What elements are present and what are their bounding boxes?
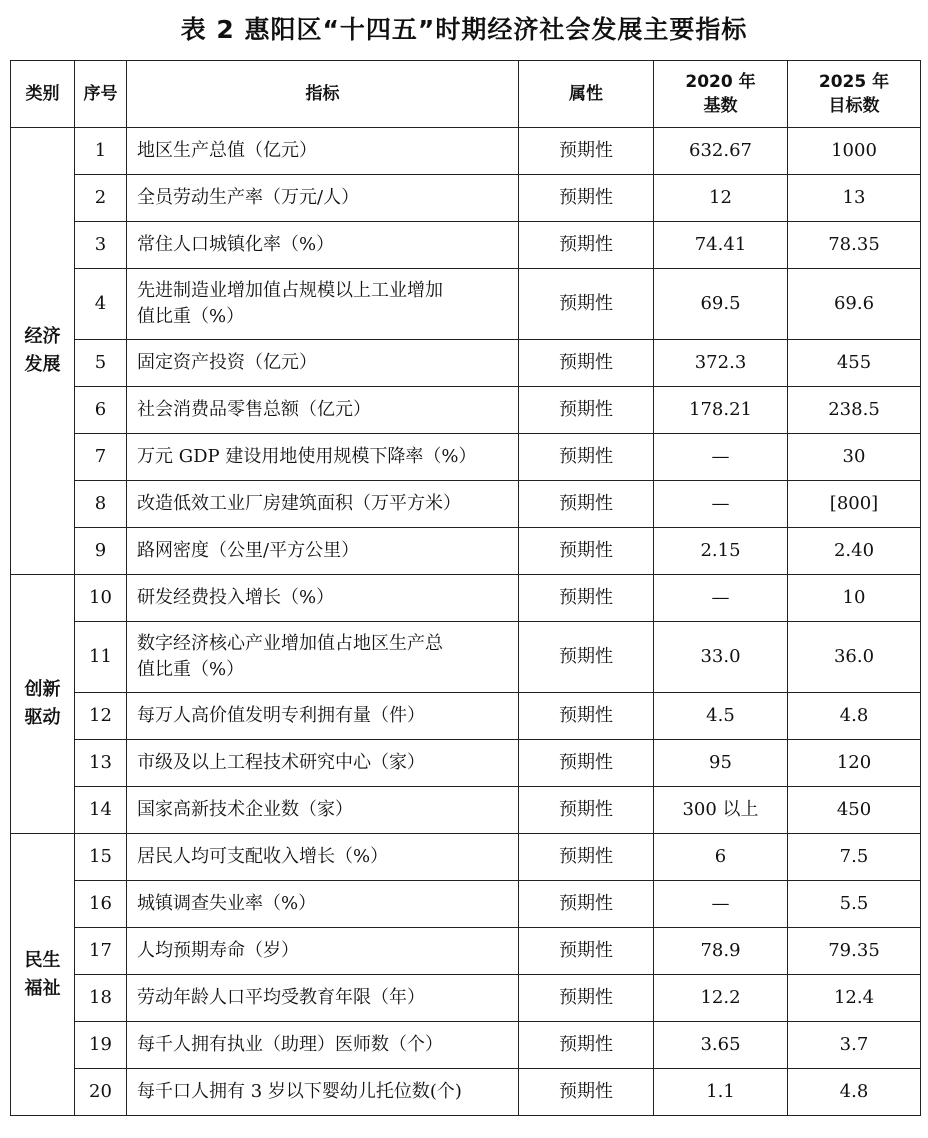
indicator-cell <box>127 622 519 693</box>
indicator-text: 先进制造业增加值占规模以上工业增加 <box>137 280 443 301</box>
base-value-2020: 12.2 <box>654 975 788 1022</box>
indicator-text: 市级及以上工程技术研究中心（家） <box>137 752 425 773</box>
attribute-cell: 预期性 <box>519 434 654 481</box>
table-row <box>11 622 921 693</box>
base-value-2020: 178.21 <box>654 387 788 434</box>
target-value-2025: 69.6 <box>788 269 921 340</box>
target-value-2025: 2.40 <box>788 528 921 575</box>
table-row <box>11 222 921 269</box>
target-value-2025: 4.8 <box>788 1069 921 1116</box>
row-number: 8 <box>75 481 127 528</box>
attribute-cell: 预期性 <box>519 693 654 740</box>
row-number: 17 <box>75 928 127 975</box>
base-value-2020: 2.15 <box>654 528 788 575</box>
target-value-2025: 12.4 <box>788 975 921 1022</box>
category-label-line2: 发展 <box>24 354 61 375</box>
indicators-table <box>10 60 921 1116</box>
target-value-2025: 10 <box>788 575 921 622</box>
attribute-cell: 预期性 <box>519 175 654 222</box>
row-number: 14 <box>75 787 127 834</box>
indicator-cell <box>127 528 519 575</box>
base-value-2020: 3.65 <box>654 1022 788 1069</box>
indicator-cell <box>127 928 519 975</box>
attribute-cell: 预期性 <box>519 787 654 834</box>
row-number: 5 <box>75 340 127 387</box>
header-number: 序号 <box>75 61 127 128</box>
target-value-2025: 1000 <box>788 128 921 175</box>
attribute-cell: 预期性 <box>519 622 654 693</box>
base-value-2020: 4.5 <box>654 693 788 740</box>
table-row <box>11 975 921 1022</box>
table-row <box>11 928 921 975</box>
category-label-line1: 创新 <box>24 679 61 700</box>
target-value-2025: 238.5 <box>788 387 921 434</box>
category-cell <box>11 834 75 1116</box>
base-value-2020: 300 以上 <box>654 787 788 834</box>
table-body <box>11 128 921 1116</box>
target-value-2025: [800] <box>788 481 921 528</box>
attribute-cell: 预期性 <box>519 387 654 434</box>
category-label-line2: 驱动 <box>24 707 61 728</box>
base-value-2020: 1.1 <box>654 1069 788 1116</box>
target-value-2025: 7.5 <box>788 834 921 881</box>
row-number: 12 <box>75 693 127 740</box>
header-indicator: 指标 <box>127 61 519 128</box>
target-value-2025: 30 <box>788 434 921 481</box>
attribute-cell: 预期性 <box>519 128 654 175</box>
indicator-text: 地区生产总值（亿元） <box>137 140 317 161</box>
table-row <box>11 387 921 434</box>
table-row <box>11 1069 921 1116</box>
base-value-2020: 12 <box>654 175 788 222</box>
row-number: 13 <box>75 740 127 787</box>
header-target-2025 <box>788 61 921 128</box>
base-value-2020: 69.5 <box>654 269 788 340</box>
indicator-text-line2: 值比重（%） <box>137 306 245 327</box>
row-number: 18 <box>75 975 127 1022</box>
indicator-text: 数字经济核心产业增加值占地区生产总 <box>137 633 443 654</box>
attribute-cell: 预期性 <box>519 481 654 528</box>
table-row <box>11 434 921 481</box>
category-label-line1: 经济 <box>24 326 61 347</box>
attribute-cell: 预期性 <box>519 1022 654 1069</box>
attribute-cell: 预期性 <box>519 975 654 1022</box>
attribute-cell: 预期性 <box>519 222 654 269</box>
indicator-text: 人均预期寿命（岁） <box>137 940 299 961</box>
row-number: 3 <box>75 222 127 269</box>
indicator-text: 固定资产投资（亿元） <box>137 352 317 373</box>
table-row <box>11 881 921 928</box>
base-value-2020: 95 <box>654 740 788 787</box>
header-attribute: 属性 <box>519 61 654 128</box>
row-number: 2 <box>75 175 127 222</box>
target-value-2025: 5.5 <box>788 881 921 928</box>
indicator-cell <box>127 575 519 622</box>
attribute-cell: 预期性 <box>519 834 654 881</box>
header-category: 类别 <box>11 61 75 128</box>
attribute-cell: 预期性 <box>519 881 654 928</box>
indicator-cell <box>127 1069 519 1116</box>
row-number: 19 <box>75 1022 127 1069</box>
row-number: 7 <box>75 434 127 481</box>
indicator-cell <box>127 881 519 928</box>
indicator-cell <box>127 340 519 387</box>
base-value-2020: 632.67 <box>654 128 788 175</box>
base-value-2020: 74.41 <box>654 222 788 269</box>
target-value-2025: 455 <box>788 340 921 387</box>
indicator-text: 每千人拥有执业（助理）医师数（个） <box>137 1034 443 1055</box>
indicator-text: 社会消费品零售总额（亿元） <box>137 399 371 420</box>
table-row <box>11 787 921 834</box>
target-value-2025: 450 <box>788 787 921 834</box>
indicator-text: 改造低效工业厂房建筑面积（万平方米） <box>137 493 461 514</box>
base-value-2020: — <box>654 434 788 481</box>
base-value-2020: — <box>654 481 788 528</box>
indicator-cell <box>127 787 519 834</box>
target-value-2025: 120 <box>788 740 921 787</box>
row-number: 1 <box>75 128 127 175</box>
target-value-2025: 4.8 <box>788 693 921 740</box>
indicator-cell <box>127 434 519 481</box>
row-number: 20 <box>75 1069 127 1116</box>
row-number: 10 <box>75 575 127 622</box>
table-row <box>11 693 921 740</box>
indicator-text: 每千口人拥有 3 岁以下婴幼儿托位数(个) <box>137 1081 462 1102</box>
target-value-2025: 79.35 <box>788 928 921 975</box>
indicator-text: 劳动年龄人口平均受教育年限（年） <box>137 987 425 1008</box>
attribute-cell: 预期性 <box>519 575 654 622</box>
table-row <box>11 175 921 222</box>
indicator-cell <box>127 269 519 340</box>
attribute-cell: 预期性 <box>519 1069 654 1116</box>
category-cell <box>11 575 75 834</box>
table-row <box>11 575 921 622</box>
target-value-2025: 78.35 <box>788 222 921 269</box>
row-number: 4 <box>75 269 127 340</box>
base-value-2020: — <box>654 575 788 622</box>
indicator-cell <box>127 175 519 222</box>
header-base-line2: 基数 <box>703 96 738 116</box>
table-row <box>11 128 921 175</box>
base-value-2020: 33.0 <box>654 622 788 693</box>
target-value-2025: 13 <box>788 175 921 222</box>
indicator-text: 居民人均可支配收入增长（%） <box>137 846 389 867</box>
indicator-text: 城镇调查失业率（%） <box>137 893 317 914</box>
header-target-line1: 2025 年 <box>818 72 890 92</box>
indicator-cell <box>127 222 519 269</box>
indicator-cell <box>127 740 519 787</box>
attribute-cell: 预期性 <box>519 340 654 387</box>
indicator-text: 每万人高价值发明专利拥有量（件） <box>137 705 425 726</box>
indicator-cell <box>127 834 519 881</box>
table-row <box>11 834 921 881</box>
attribute-cell: 预期性 <box>519 269 654 340</box>
indicator-cell <box>127 693 519 740</box>
base-value-2020: 6 <box>654 834 788 881</box>
attribute-cell: 预期性 <box>519 528 654 575</box>
table-title: 表 2 惠阳区“十四五”时期经济社会发展主要指标 <box>180 15 748 44</box>
base-value-2020: 78.9 <box>654 928 788 975</box>
indicator-cell <box>127 481 519 528</box>
indicator-cell <box>127 128 519 175</box>
row-number: 15 <box>75 834 127 881</box>
table-row <box>11 340 921 387</box>
target-value-2025: 36.0 <box>788 622 921 693</box>
category-label-line1: 民生 <box>24 949 61 971</box>
table-row <box>11 528 921 575</box>
category-label-line2: 福祉 <box>24 977 61 999</box>
row-number: 9 <box>75 528 127 575</box>
row-number: 11 <box>75 622 127 693</box>
indicator-cell <box>127 1022 519 1069</box>
indicator-text: 研发经费投入增长（%） <box>137 587 335 608</box>
header-row <box>11 61 921 128</box>
header-base-line1: 2020 年 <box>685 72 756 92</box>
indicator-text: 全员劳动生产率（万元/人） <box>137 187 360 208</box>
indicator-text: 常住人口城镇化率（%） <box>137 234 335 255</box>
indicator-cell <box>127 387 519 434</box>
indicator-text: 万元 GDP 建设用地使用规模下降率（%） <box>137 446 477 467</box>
base-value-2020: 372.3 <box>654 340 788 387</box>
indicator-text: 国家高新技术企业数（家） <box>137 799 353 820</box>
table-row <box>11 269 921 340</box>
row-number: 16 <box>75 881 127 928</box>
table-row <box>11 481 921 528</box>
indicator-cell <box>127 975 519 1022</box>
indicator-text: 路网密度（公里/平方公里） <box>137 540 360 561</box>
category-cell <box>11 128 75 575</box>
attribute-cell: 预期性 <box>519 928 654 975</box>
table-row <box>11 1022 921 1069</box>
target-value-2025: 3.7 <box>788 1022 921 1069</box>
table-row <box>11 740 921 787</box>
attribute-cell: 预期性 <box>519 740 654 787</box>
header-base-2020 <box>654 61 788 128</box>
row-number: 6 <box>75 387 127 434</box>
base-value-2020: — <box>654 881 788 928</box>
header-target-line2: 目标数 <box>828 96 880 116</box>
indicator-text-line2: 值比重（%） <box>137 659 245 680</box>
